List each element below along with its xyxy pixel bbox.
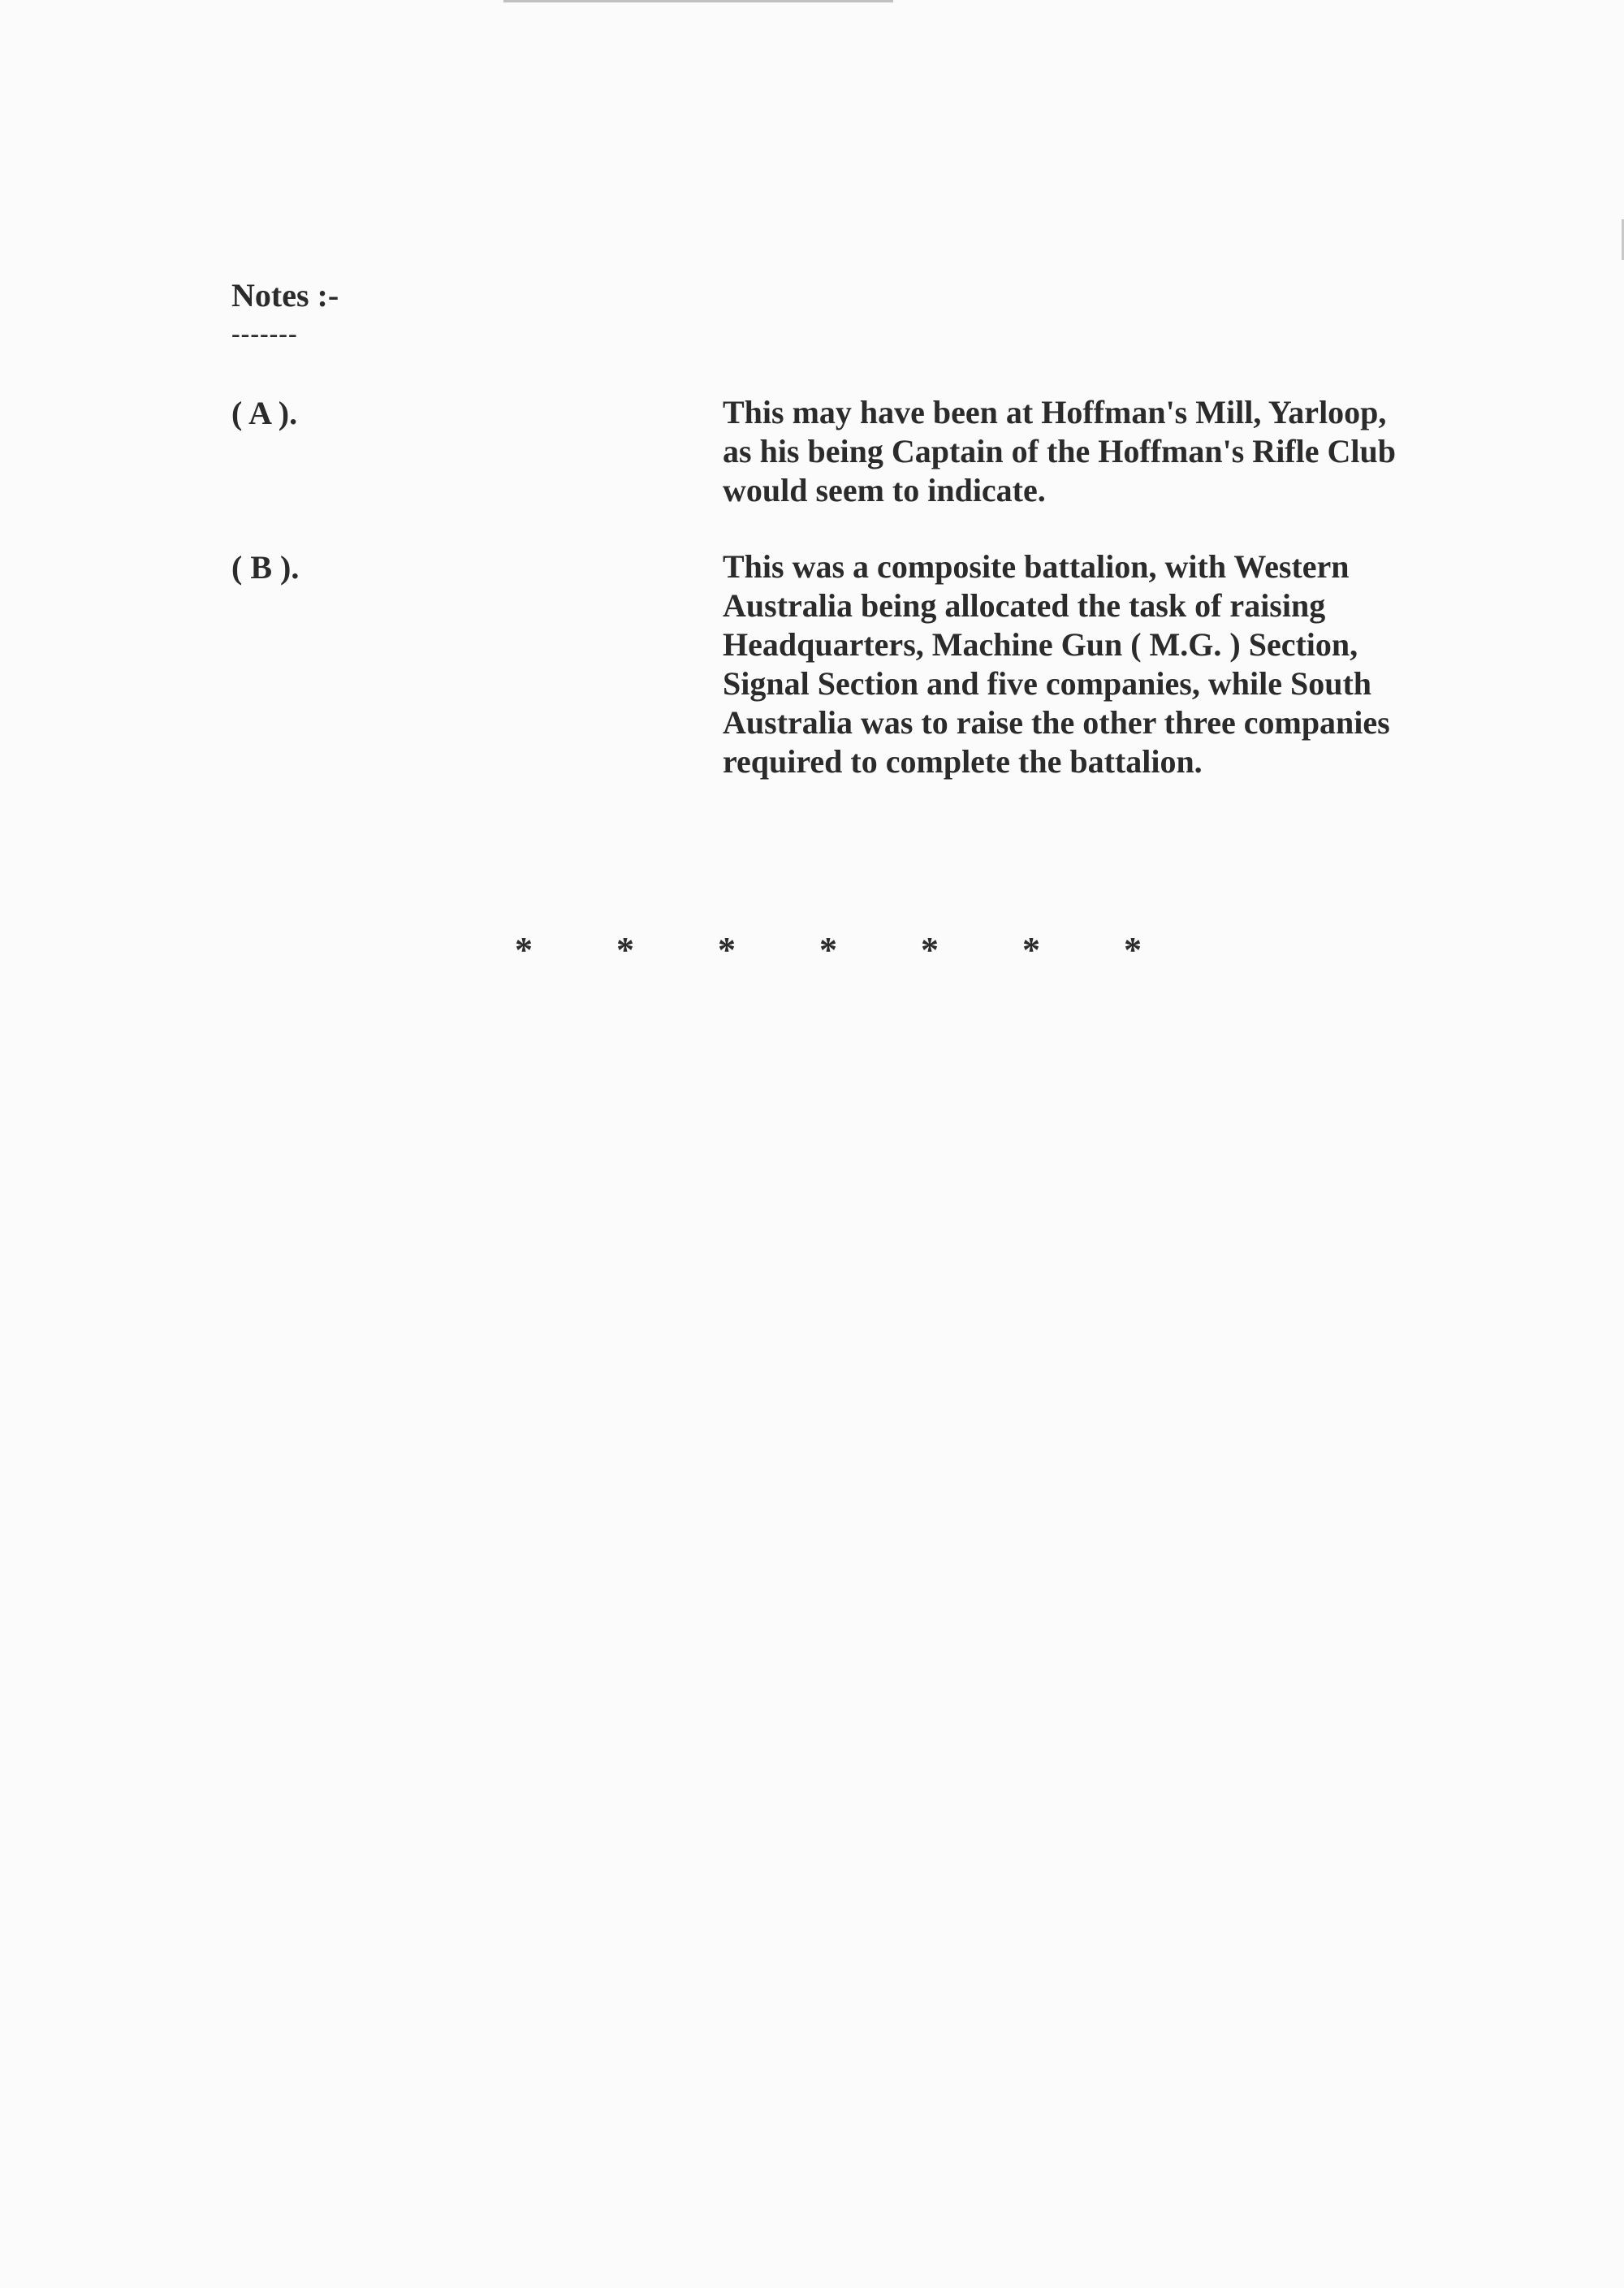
separator-star: * [616,930,634,970]
separator-star: * [1124,930,1142,970]
scan-top-edge-mark [503,0,893,2]
separator-star: * [819,930,837,970]
note-a-marker: ( A ). [231,395,298,431]
separator-star: * [718,930,736,970]
separator-star: * [1022,930,1040,970]
separator-star: * [515,930,533,970]
section-separator-stars [503,926,1153,975]
separator-star: * [921,930,939,970]
note-b-marker: ( B ). [231,549,300,586]
note-b-text: This was a composite battalion, with Western Australia being allocated the task of raising Headquarters, Machine Gun ( M.G. ) Section, Signal Section and five companies, while South Australia was to raise the other three companies required to complete the battalion. [723,548,1390,780]
notes-heading-underline: ------- [231,318,298,348]
notes-heading: Notes :- [231,277,339,314]
note-a-text: This may have been at Hoffman's Mill, Yarloop, as his being Captain of the Hoffman's Rifle Club would seem to indicate. [723,394,1396,508]
